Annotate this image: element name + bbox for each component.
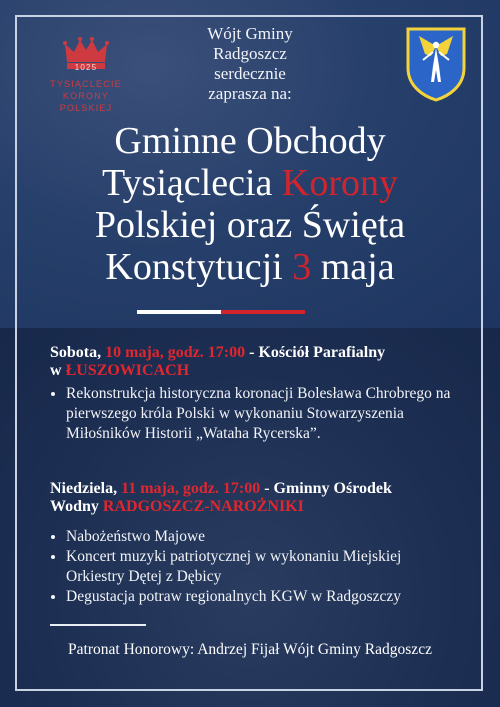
event-sunday-list: [50, 527, 460, 607]
title-word-korony: Korony: [281, 162, 398, 204]
title-word-tysiaclecia: Tysiąclecia: [102, 162, 282, 204]
invite-line-3: serdecznie: [214, 64, 286, 83]
event1-place: ŁUSZOWICACH: [65, 362, 190, 379]
event1-item-1: • Rekonstrukcja historyczna koronacji Bolesława Chrobrego na pierwszego króla Polski w wykonaniu Stowarzyszenia Miłośników Historii „Wataha Rycerska”.: [66, 384, 460, 444]
flag-stripe-white: [137, 310, 221, 314]
flag-stripe-red: [221, 310, 305, 314]
title-line-2: [30, 162, 470, 204]
event1-w: w: [50, 362, 66, 379]
event-saturday-heading: [50, 344, 385, 380]
invite-line-1: Wójt Gminy: [207, 24, 293, 43]
event-sunday-heading: [50, 480, 392, 516]
title-word-maja: maja: [311, 246, 395, 288]
coat-of-arms-icon: [405, 26, 467, 102]
logo-line-2: POLSKIEJ: [59, 103, 113, 113]
honorary-patronage: Patronat Honorowy: Andrzej Fijał Wójt Gminy Radgoszcz: [68, 641, 432, 658]
event1-day: Sobota,: [50, 344, 106, 361]
event1-place-label: - Kościół Parafialny: [245, 344, 386, 361]
event2-item-1: • Nabożeństwo Majowe: [66, 527, 460, 547]
coat-of-arms: [405, 26, 467, 107]
event2-item-2: • Koncert muzyki patriotycznej w wykonaniu Miejskiej Orkiestry Dętej z Dębicy: [66, 547, 460, 587]
millennium-logo: [30, 36, 142, 114]
event1-date: 10 maja, godz. 17:00: [105, 344, 246, 361]
event-saturday-list: [50, 384, 460, 444]
title-number-3: 3: [292, 246, 312, 288]
title-line-1: Gminne Obchody: [114, 120, 386, 162]
invite-line-4: zaprasza na:: [208, 84, 292, 103]
event2-day: Niedziela,: [50, 480, 122, 497]
invite-line-2: Radgoszcz: [213, 44, 287, 63]
event2-wodny: Wodny: [50, 498, 103, 515]
event2-date: 11 maja, godz. 17:00: [121, 480, 261, 497]
logo-line-1: TYSIĄCLECIE KORONY: [50, 79, 122, 101]
separator-line: [50, 624, 146, 626]
event2-item-3: • Degustacja potraw regionalnych KGW w Radgoszczy: [66, 587, 460, 607]
invitation-text: [176, 24, 324, 104]
event2-place-label: - Gminny Ośrodek: [260, 480, 392, 497]
event-title: [30, 120, 470, 288]
event2-place: RADGOSZCZ-NAROŻNIKI: [102, 498, 304, 515]
title-line-4: [30, 246, 470, 288]
logo-year: 1025: [74, 63, 98, 72]
title-line-3: Polskiej oraz Święta: [94, 204, 406, 246]
title-word-konstytucji: Konstytucji: [105, 246, 293, 288]
